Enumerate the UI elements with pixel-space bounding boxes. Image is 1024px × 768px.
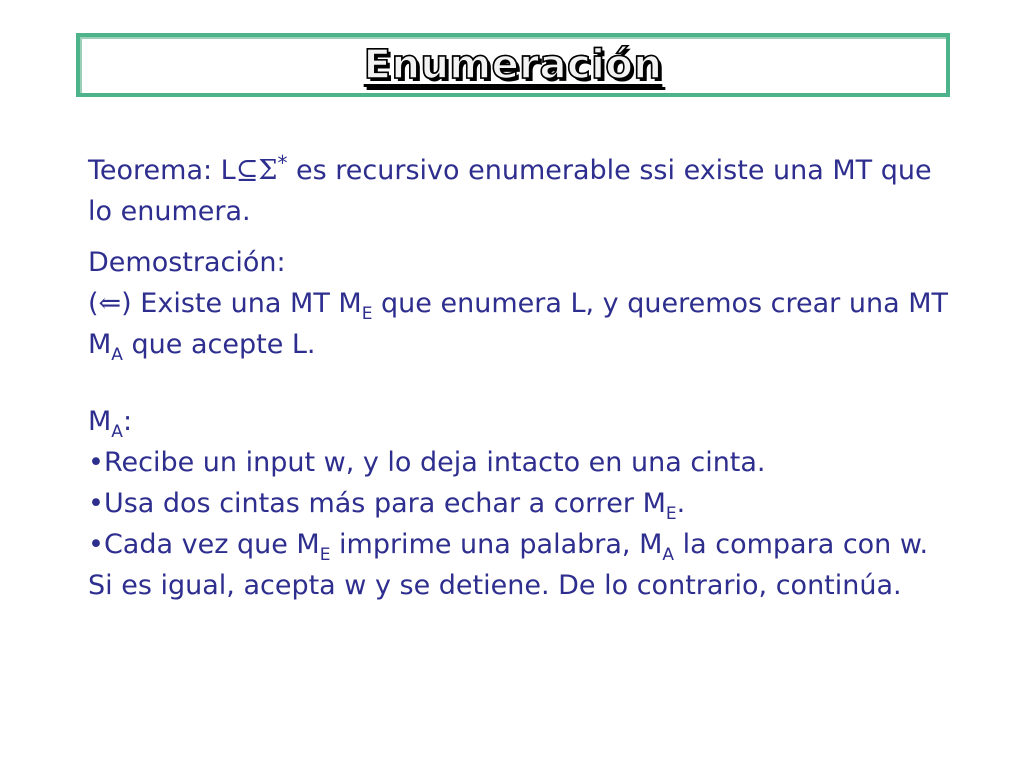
bullet-dot: • [88,488,104,519]
proof-text-1: ) Existe una MT M [121,288,362,319]
title-box [76,33,950,97]
ma-sub: A [111,422,123,442]
kleene-star: * [277,151,288,175]
sigma-symbol: Σ [258,155,278,186]
theorem-rest: es recursivo enumerable ssi existe una MT que lo enumera. [88,155,932,227]
bullet-3-text-b: imprime una palabra, M [330,529,663,560]
proof-text-3: que acepte L. [122,329,316,360]
bullet-3-text-c: la compara con w. Si es igual, acepta w y se detiene. De lo contrario, continúa. [88,529,929,601]
bullet-2-end: . [676,488,686,519]
theorem-prefix: Teorema: L [88,155,236,186]
bullet-2-sub: E [665,504,677,524]
bullet-1-text: Recibe un input w, y lo deja intacto en una cinta. [103,447,766,478]
proof-heading: Demostración: [88,247,286,278]
ma-label [88,401,948,442]
bullet-2-text: Usa dos cintas más para echar a correr M [103,488,666,519]
slide-title: Enumeración [363,42,663,88]
proof-text-2: que enumera L, y queremos crear una MT M [88,288,949,360]
proof-direction [88,283,948,365]
open-paren: ( [88,288,99,319]
slide-content [88,150,948,606]
bullet-3-text-a: Cada vez que M [103,529,320,560]
bullet-item-1 [88,442,948,483]
bullet-dot: • [88,529,104,560]
theorem-statement [88,150,948,232]
bullet-item-2 [88,483,948,524]
left-implies-arrow: ⇐ [98,288,122,319]
ma-colon: : [122,406,133,437]
bullet-3-sub-a: A [662,545,675,565]
ma-m: M [88,406,112,437]
subscript-e: E [361,304,373,324]
bullet-item-3 [88,524,948,606]
bullet-dot: • [88,447,104,478]
subscript-a: A [111,345,123,365]
bullet-3-sub-e: E [319,545,331,565]
subset-symbol: ⊆ [235,155,259,186]
